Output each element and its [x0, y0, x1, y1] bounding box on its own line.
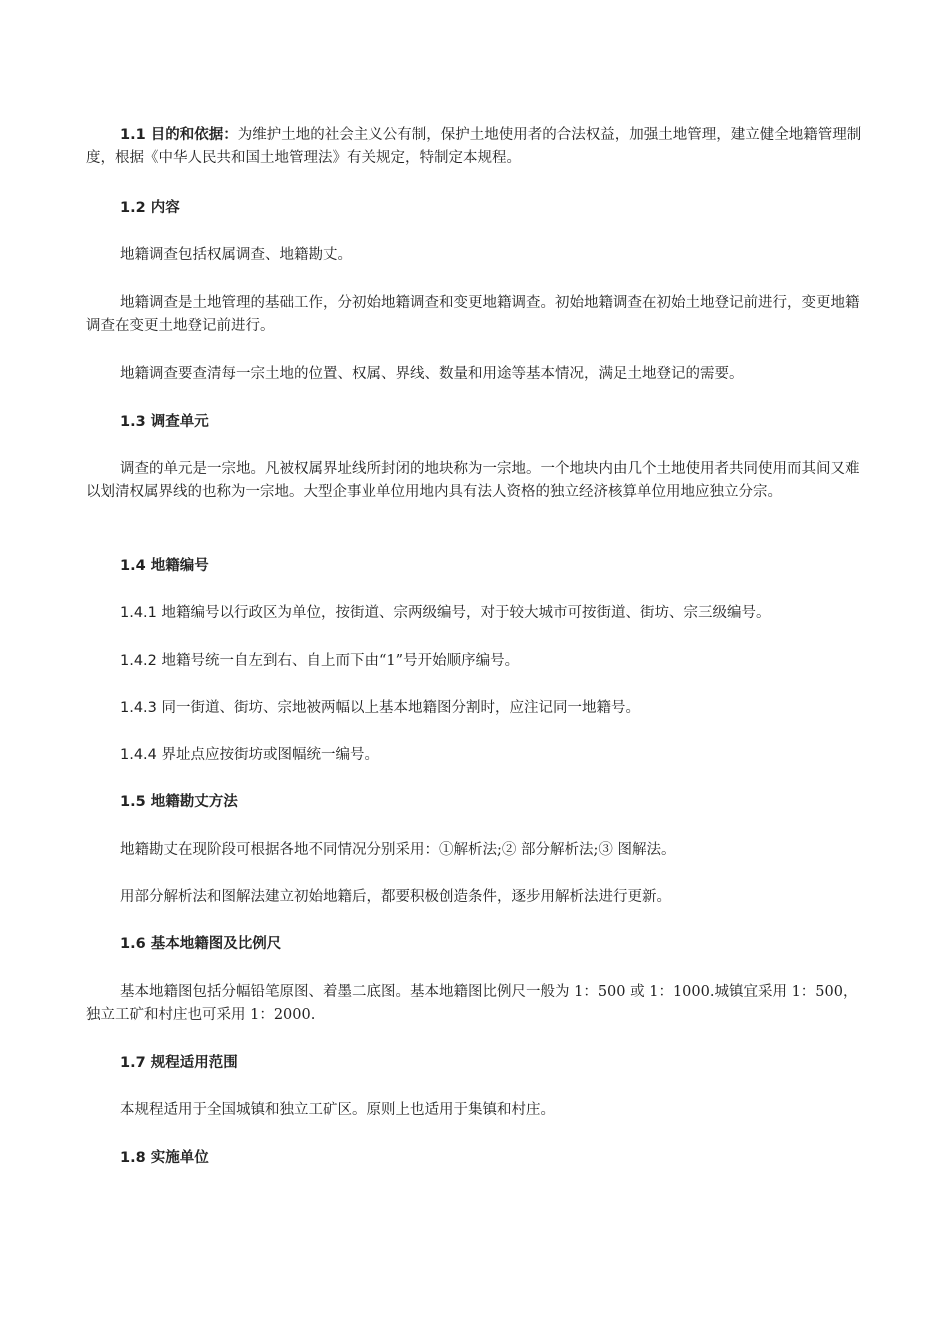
item-1-4-4-number: 1.4.4 — [120, 747, 157, 763]
item-1-4-2 — [86, 650, 862, 673]
item-1-4-1 — [86, 602, 862, 625]
item-1-4-4 — [86, 744, 862, 767]
paragraph-1-2-c: 地籍调查要查清每一宗土地的位置、权属、界线、数量和用途等基本情况，满足土地登记的需要。 — [120, 366, 744, 382]
item-1-4-2-text: 地籍号统一自左到右、自上而下由“1”号开始顺序编号。 — [161, 653, 520, 669]
item-1-4-1-number: 1.4.1 — [120, 605, 157, 621]
paragraph-1-5-a: 地籍勘丈在现阶段可根据各地不同情况分别采用：①解析法;② 部分解析法;③ 图解法。 — [120, 842, 676, 858]
heading-1-5: 1.5 地籍勘丈方法 — [120, 794, 238, 810]
item-1-4-3 — [86, 697, 862, 720]
heading-1-7: 1.7 规程适用范围 — [120, 1055, 238, 1071]
heading-1-2: 1.2 内容 — [120, 200, 180, 216]
paragraph-1-6-a: 基本地籍图包括分幅铅笔原图、着墨二底图。基本地籍图比例尺一般为 1：500 或 1：1000.城镇宜采用 1：500，独立工矿和村庄也可采用 1：2000. — [86, 984, 858, 1023]
heading-1-6: 1.6 基本地籍图及比例尺 — [120, 936, 282, 952]
item-1-4-2-number: 1.4.2 — [120, 653, 157, 669]
paragraph-1-3-a: 调查的单元是一宗地。凡被权属界址线所封闭的地块称为一宗地。一个地块内由几个土地使用者共同使用而其间又难以划清权属界线的也称为一宗地。大型企事业单位用地内具有法人资格的独立经济核算单位用地应独立分宗。 — [86, 461, 860, 500]
paragraph-1-2-a: 地籍调查包括权属调查、地籍勘丈。 — [120, 247, 352, 263]
item-1-4-1-text: 地籍编号以行政区为单位，按街道、宗两级编号，对于较大城市可按街道、街坊、宗三级编号。 — [161, 605, 771, 621]
paragraph-1-1 — [86, 124, 862, 170]
item-1-4-3-text: 同一街道、街坊、宗地被两幅以上基本地籍图分割时，应注记同一地籍号。 — [161, 700, 641, 716]
heading-1-4: 1.4 地籍编号 — [120, 558, 209, 574]
item-1-4-4-text: 界址点应按街坊或图幅统一编号。 — [161, 747, 380, 763]
paragraph-1-2-b: 地籍调查是土地管理的基础工作，分初始地籍调查和变更地籍调查。初始地籍调查在初始土地登记前进行，变更地籍调查在变更土地登记前进行。 — [86, 295, 860, 334]
heading-1-3: 1.3 调查单元 — [120, 414, 209, 430]
paragraph-1-7-a: 本规程适用于全国城镇和独立工矿区。原则上也适用于集镇和村庄。 — [120, 1102, 555, 1118]
paragraph-1-5-b: 用部分解析法和图解法建立初始地籍后，都要积极创造条件，逐步用解析法进行更新。 — [120, 889, 671, 905]
item-1-4-3-number: 1.4.3 — [120, 700, 157, 716]
section-1-1-lead: 1.1 目的和依据： — [120, 127, 238, 143]
section-1-1-text: 为维护土地的社会主义公有制，保护土地使用者的合法权益，加强土地管理，建立健全地籍管理制度，根据《中华人民共和国土地管理法》有关规定，特制定本规程。 — [86, 127, 862, 166]
heading-1-8: 1.8 实施单位 — [120, 1150, 209, 1166]
